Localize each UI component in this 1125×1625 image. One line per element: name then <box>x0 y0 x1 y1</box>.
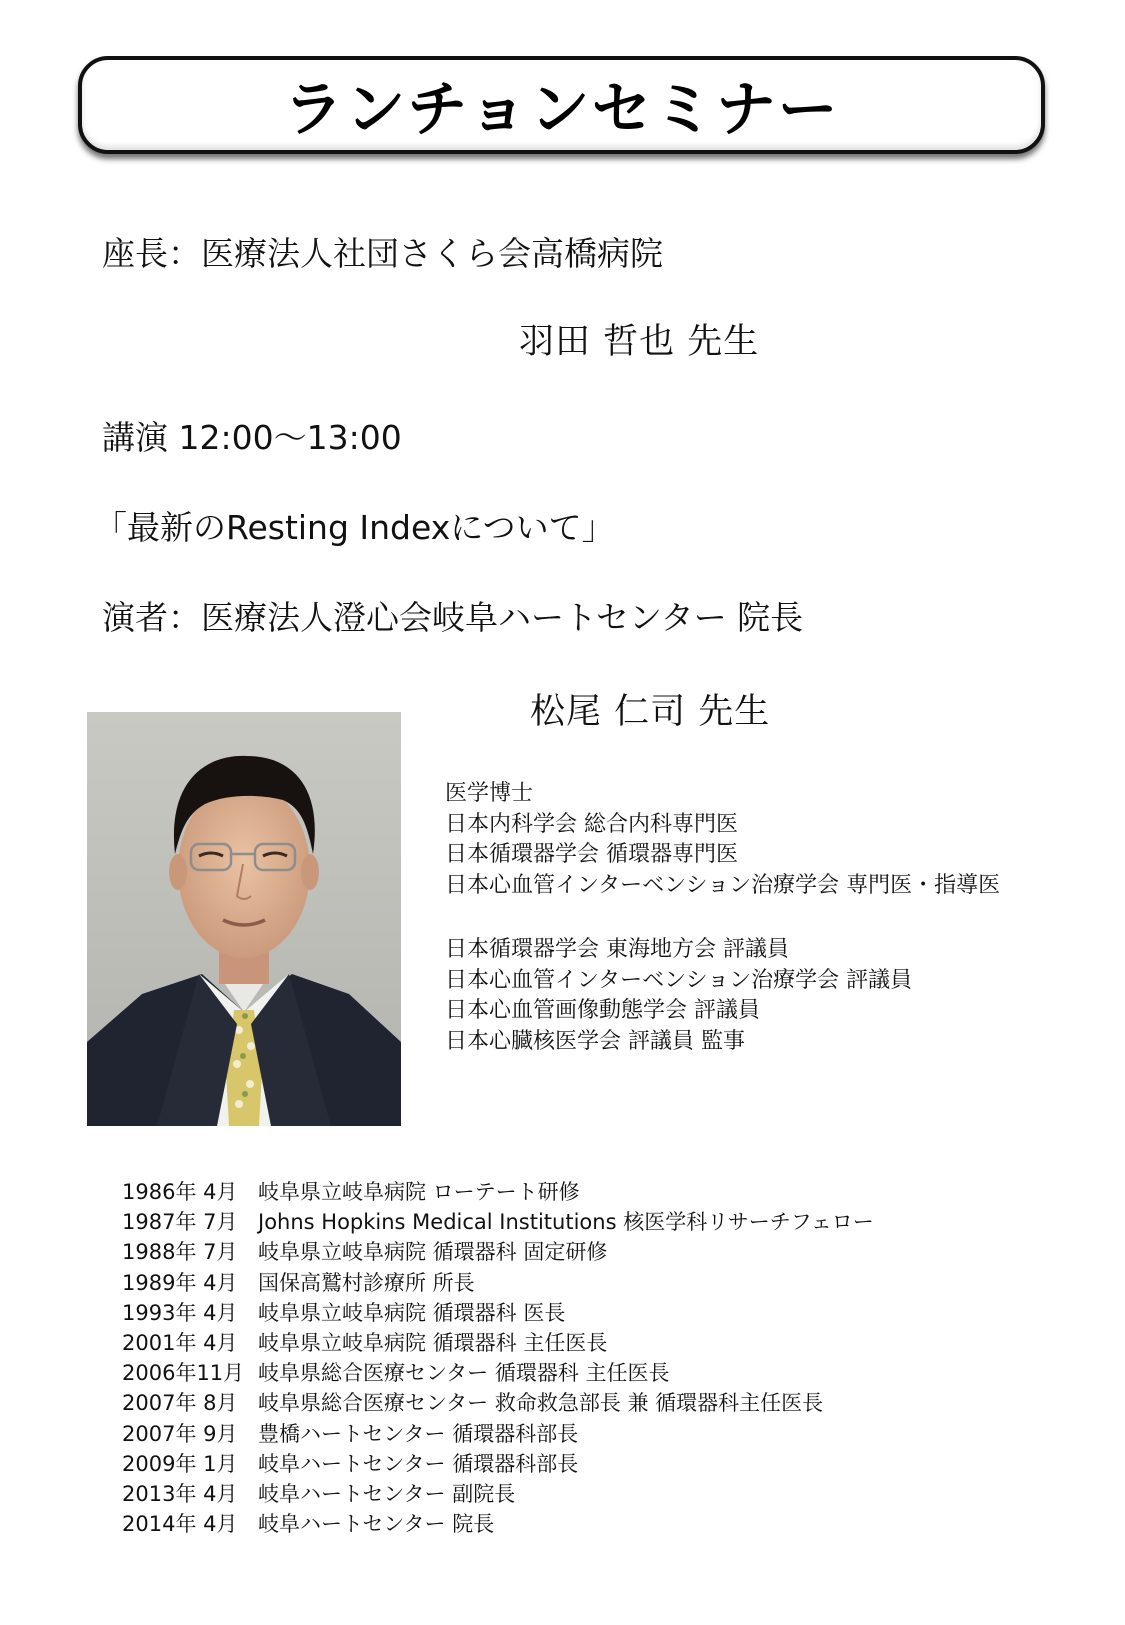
history-date: 1988年 7月 <box>122 1240 238 1265</box>
history-row <box>122 1328 874 1358</box>
history-desc: 岐阜ハートセンター 循環器科部長 <box>258 1451 579 1476</box>
history-date: 1987年 7月 <box>122 1210 238 1235</box>
history-row <box>122 1449 874 1479</box>
history-date: 1986年 4月 <box>122 1180 238 1204</box>
credential-line: 日本循環器学会 東海地方会 評議員 <box>445 937 789 962</box>
career-history <box>122 1177 874 1539</box>
lecture-title: 「最新のResting Indexについて」 <box>94 508 615 547</box>
history-desc: 岐阜県立岐阜病院 ローテート研修 <box>258 1180 580 1204</box>
history-row <box>122 1237 874 1267</box>
credential-line: 日本心血管インターベンション治療学会 専門医・指導医 <box>445 872 1001 898</box>
history-date: 2013年 4月 <box>122 1481 238 1506</box>
history-desc: 岐阜県立岐阜病院 循環器科 医長 <box>258 1300 566 1325</box>
credential-line: 日本内科学会 総合内科専門医 <box>445 811 738 837</box>
history-row <box>122 1207 874 1237</box>
history-desc: 岐阜県総合医療センター 循環器科 主任医長 <box>258 1361 670 1386</box>
lecture-time: 講演 12:00〜13:00 <box>102 418 402 457</box>
history-date: 1989年 4月 <box>122 1270 238 1295</box>
title-banner <box>78 56 1045 154</box>
credential-line: 日本循環器学会 循環器専門医 <box>445 842 738 867</box>
history-row <box>122 1388 874 1418</box>
history-row <box>122 1298 874 1328</box>
credentials-qualifications <box>445 779 1000 901</box>
history-desc: 岐阜県総合医療センター 救命救急部長 兼 循環器科主任医長 <box>258 1391 824 1416</box>
speaker-portrait <box>87 712 401 1126</box>
credential-line: 日本心臓核医学会 評議員 監事 <box>445 1028 745 1054</box>
history-date: 2009年 1月 <box>122 1451 238 1476</box>
history-desc: Johns Hopkins Medical Institutions 核医学科リサーチフェロー <box>258 1210 874 1235</box>
history-desc: 岐阜県立岐阜病院 循環器科 固定研修 <box>258 1240 608 1265</box>
credential-line: 日本心血管画像動態学会 評議員 <box>445 998 760 1023</box>
history-row <box>122 1268 874 1298</box>
history-date: 2007年 9月 <box>122 1421 238 1446</box>
history-date: 2014年 4月 <box>122 1512 238 1537</box>
page-title: ランチョンセミナー <box>283 75 840 145</box>
history-row <box>122 1358 874 1388</box>
credentials-positions <box>445 935 912 1057</box>
history-desc: 国保高鷲村診療所 所長 <box>258 1270 475 1295</box>
credential-line: 日本心血管インターベンション治療学会 評議員 <box>445 967 913 993</box>
history-desc: 岐阜ハートセンター 副院長 <box>258 1481 516 1506</box>
history-row <box>122 1419 874 1449</box>
speaker-label: 演者：医療法人澄心会岐阜ハートセンター 院長 <box>102 598 804 637</box>
history-date: 2007年 8月 <box>122 1391 238 1416</box>
speaker-name: 松尾 仁司 先生 <box>530 692 771 732</box>
history-desc: 岐阜県立岐阜病院 循環器科 主任医長 <box>258 1330 608 1355</box>
chair-name: 羽田 哲也 先生 <box>519 322 760 362</box>
history-date: 2001年 4月 <box>122 1330 238 1355</box>
chair-label: 座長：医療法人社団さくら会高橋病院 <box>102 234 663 273</box>
history-row <box>122 1177 874 1207</box>
history-desc: 豊橋ハートセンター 循環器科部長 <box>258 1421 579 1446</box>
history-desc: 岐阜ハートセンター 院長 <box>258 1512 495 1537</box>
history-row <box>122 1509 874 1539</box>
credential-line: 医学博士 <box>445 781 534 806</box>
history-date: 1993年 4月 <box>122 1300 238 1325</box>
history-date: 2006年11月 <box>122 1361 245 1386</box>
history-row <box>122 1479 874 1509</box>
